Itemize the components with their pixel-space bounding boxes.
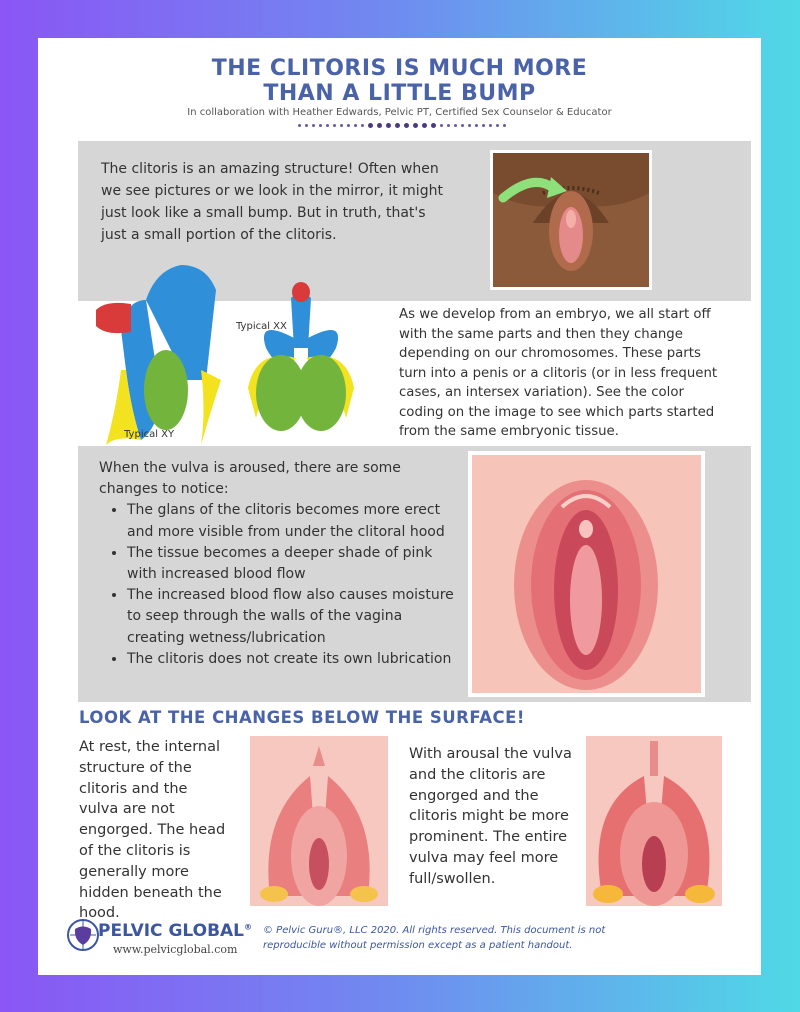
brand-url[interactable]: www.pelvicglobal.com (113, 943, 238, 956)
brand-trademark: ® (244, 922, 253, 932)
intro-text: The clitoris is an amazing structure! Often when we see pictures or we look in the mirror, it might just look like a small bump. But in truth, that's just a small portion of the clitoris. (101, 161, 443, 243)
arousal-bullet-1: • The glans of the clitoris becomes more erect and more visible from under the clitoral hood (127, 500, 459, 542)
title-line-2: THAN A LITTLE BUMP (263, 81, 536, 106)
label-typical-xx: Typical XX (236, 321, 287, 332)
aroused-image-frame (468, 451, 705, 697)
subtitle: In collaboration with Heather Edwards, Pelvic PT, Certified Sex Counselor & Educator (187, 107, 612, 118)
rest-internal-illustration (250, 736, 388, 906)
section-heading: LOOK AT THE CHANGES BELOW THE SURFACE! (79, 708, 525, 727)
pelvic-global-logo-icon (66, 918, 100, 952)
brand-name (98, 921, 252, 941)
arousal-bullet-4: • The clitoris does not create its own lubrication (127, 649, 459, 670)
arousal-text (99, 458, 459, 670)
aroused-vulva-illustration (472, 455, 701, 693)
arousal-bullet-list (99, 500, 459, 670)
copyright-notice: © Pelvic Guru®, LLC 2020. All rights reserved. This document is not reproducible without permission except as a patient handout. (263, 925, 606, 951)
arousal-intro: When the vulva is aroused, there are some changes to notice: (99, 460, 401, 498)
dot-divider (272, 123, 532, 133)
aroused-internal-illustration (586, 736, 722, 906)
label-typical-xy: Typical XY (124, 429, 175, 440)
brand-text: PELVIC GLOBAL (98, 921, 245, 941)
intro-image-frame (490, 150, 652, 290)
arousal-below-text: With arousal the vulva and the clitoris are engorged and the clitoris might be more prominent. The entire vulva may feel more full/swollen. (409, 746, 572, 887)
xy-anatomy-illustration (86, 260, 236, 450)
external-vulva-illustration (493, 153, 649, 287)
xx-anatomy-illustration (236, 278, 366, 438)
page-title (38, 56, 761, 106)
rest-text: At rest, the internal structure of the clitoris and the vulva are not engorged. The head of the clitoris is generally more hidden beneath the hood. (79, 739, 226, 922)
handout-page (38, 38, 761, 975)
arousal-bullet-3: • The increased blood flow also causes moisture to seep through the walls of the vagina creating wetness/lubrication (127, 585, 459, 649)
title-line-1: THE CLITORIS IS MUCH MORE (211, 56, 588, 81)
embryo-text: As we develop from an embryo, we all start off with the same parts and then they change depending on our chromosomes. These parts turn into a penis or a clitoris (or in less frequent cases, an intersex variation). See the color coding on the image to see which parts started from the same embryonic tissue. (399, 307, 718, 439)
arousal-bullet-2: • The tissue becomes a deeper shade of pink with increased blood flow (127, 543, 459, 585)
